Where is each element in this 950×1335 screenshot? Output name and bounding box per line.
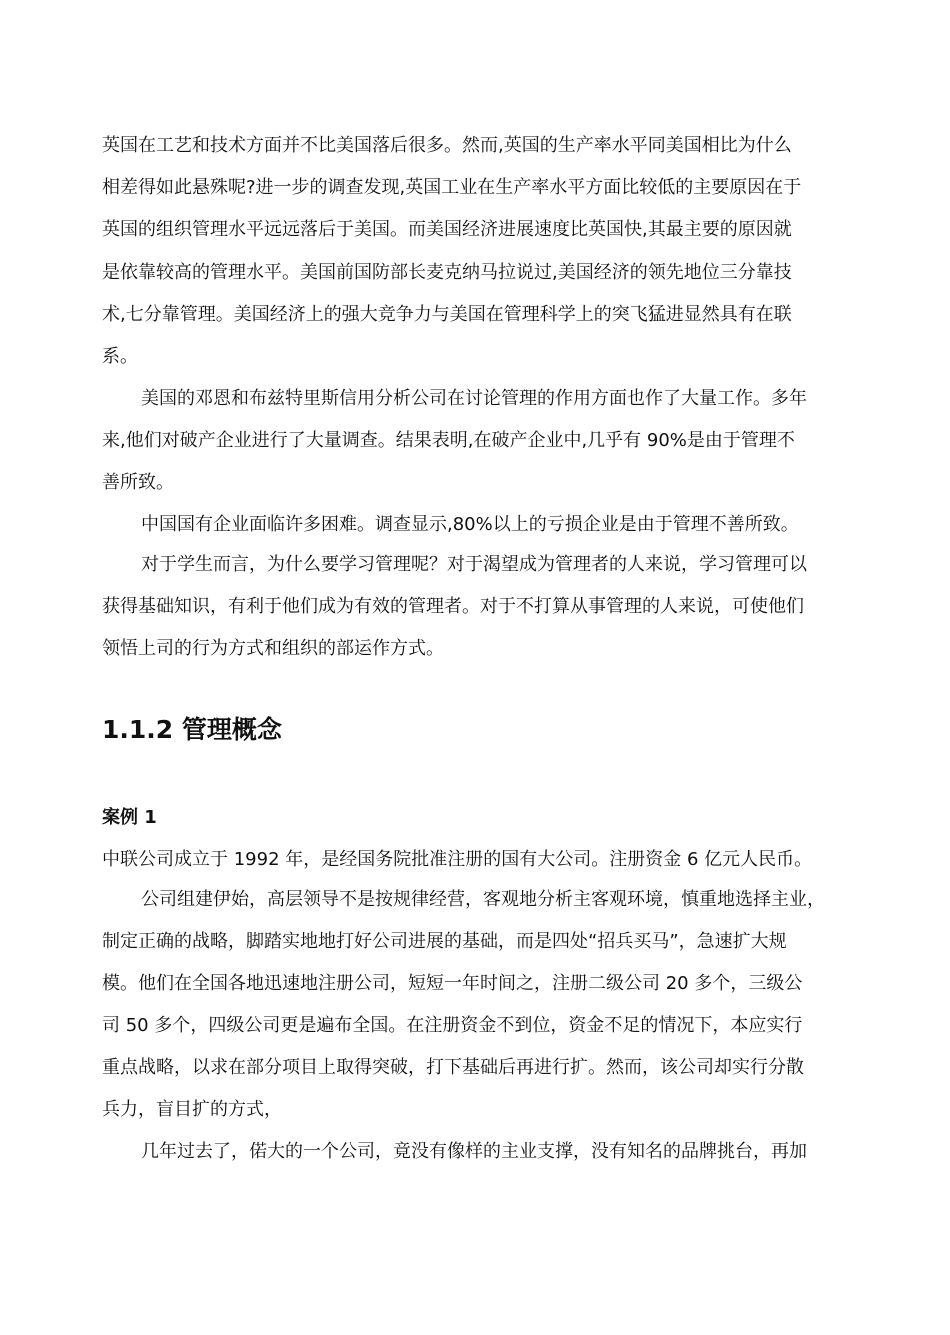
paragraph-line: 美国的邓恩和布兹特里斯信用分析公司在讨论管理的作用方面也作了大量工作。多年 [141, 388, 807, 409]
paragraph-line: 兵力，盲目扩的方式， [102, 1099, 282, 1120]
paragraph-line: 英国的组织管理水平远远落后于美国。而美国经济进展速度比英国快,其最主要的原因就 [102, 219, 792, 240]
paragraph-line: 司 50 多个，四级公司更是遍布全国。在注册资金不到位，资金不足的情况下，本应实行 [102, 1015, 803, 1036]
section-heading: 1.1.2 管理概念 [102, 715, 282, 744]
paragraph-line: 中联公司成立于 1992 年，是经国务院批准注册的国有大公司。注册资金 6 亿元人民币。 [102, 849, 813, 870]
paragraph-line: 制定正确的战略，脚踏实地地打好公司进展的基础，而是四处“招兵买马”，急速扩大规 [102, 931, 787, 952]
paragraph-line: 中国国有企业面临许多困难。调查显示,80%以上的亏损企业是由于管理不善所致。 [141, 514, 799, 535]
paragraph-line: 获得基础知识，有利于他们成为有效的管理者。对于不打算从事管理的人来说，可使他们 [102, 596, 804, 617]
case-title: 案例 1 [102, 807, 157, 828]
paragraph-line: 领悟上司的行为方式和组织的部运作方式。 [102, 638, 444, 659]
paragraph-line: 来,他们对破产企业进行了大量调查。结果表明,在破产企业中,几乎有 90%是由于管理不 [102, 430, 795, 451]
paragraph-line: 英国在工艺和技术方面并不比美国落后很多。然而,英国的生产率水平同美国相比为什么 [102, 135, 792, 156]
paragraph-line: 相差得如此悬殊呢?进一步的调查发现,英国工业在生产率水平方面比较低的主要原因在于 [102, 177, 802, 198]
paragraph-line: 重点战略，以求在部分项目上取得突破，打下基础后再进行扩。然而，该公司却实行分散 [102, 1057, 804, 1078]
paragraph-line: 善所致。 [102, 472, 174, 493]
paragraph-line: 公司组建伊始，高层领导不是按规律经营，客观地分析主客观环境，慎重地选择主业， [141, 889, 825, 910]
paragraph-line: 对于学生而言，为什么要学习管理呢？对于渴望成为管理者的人来说，学习管理可以 [141, 554, 807, 575]
paragraph-line: 几年过去了，偌大的一个公司，竟没有像样的主业支撑，没有知名的品牌挑台，再加 [141, 1141, 807, 1162]
paragraph-line: 是依靠较高的管理水平。美国前国防部长麦克纳马拉说过,美国经济的领先地位三分靠技 [102, 262, 792, 283]
paragraph-line: 模。他们在全国各地迅速地注册公司，短短一年时间之，注册二级公司 20 多个，三级公 [102, 973, 803, 994]
paragraph-line: 术,七分靠管理。美国经济上的强大竞争力与美国在管理科学上的突飞猛进显然具有在联 [102, 304, 792, 325]
paragraph-line: 系。 [102, 346, 138, 367]
